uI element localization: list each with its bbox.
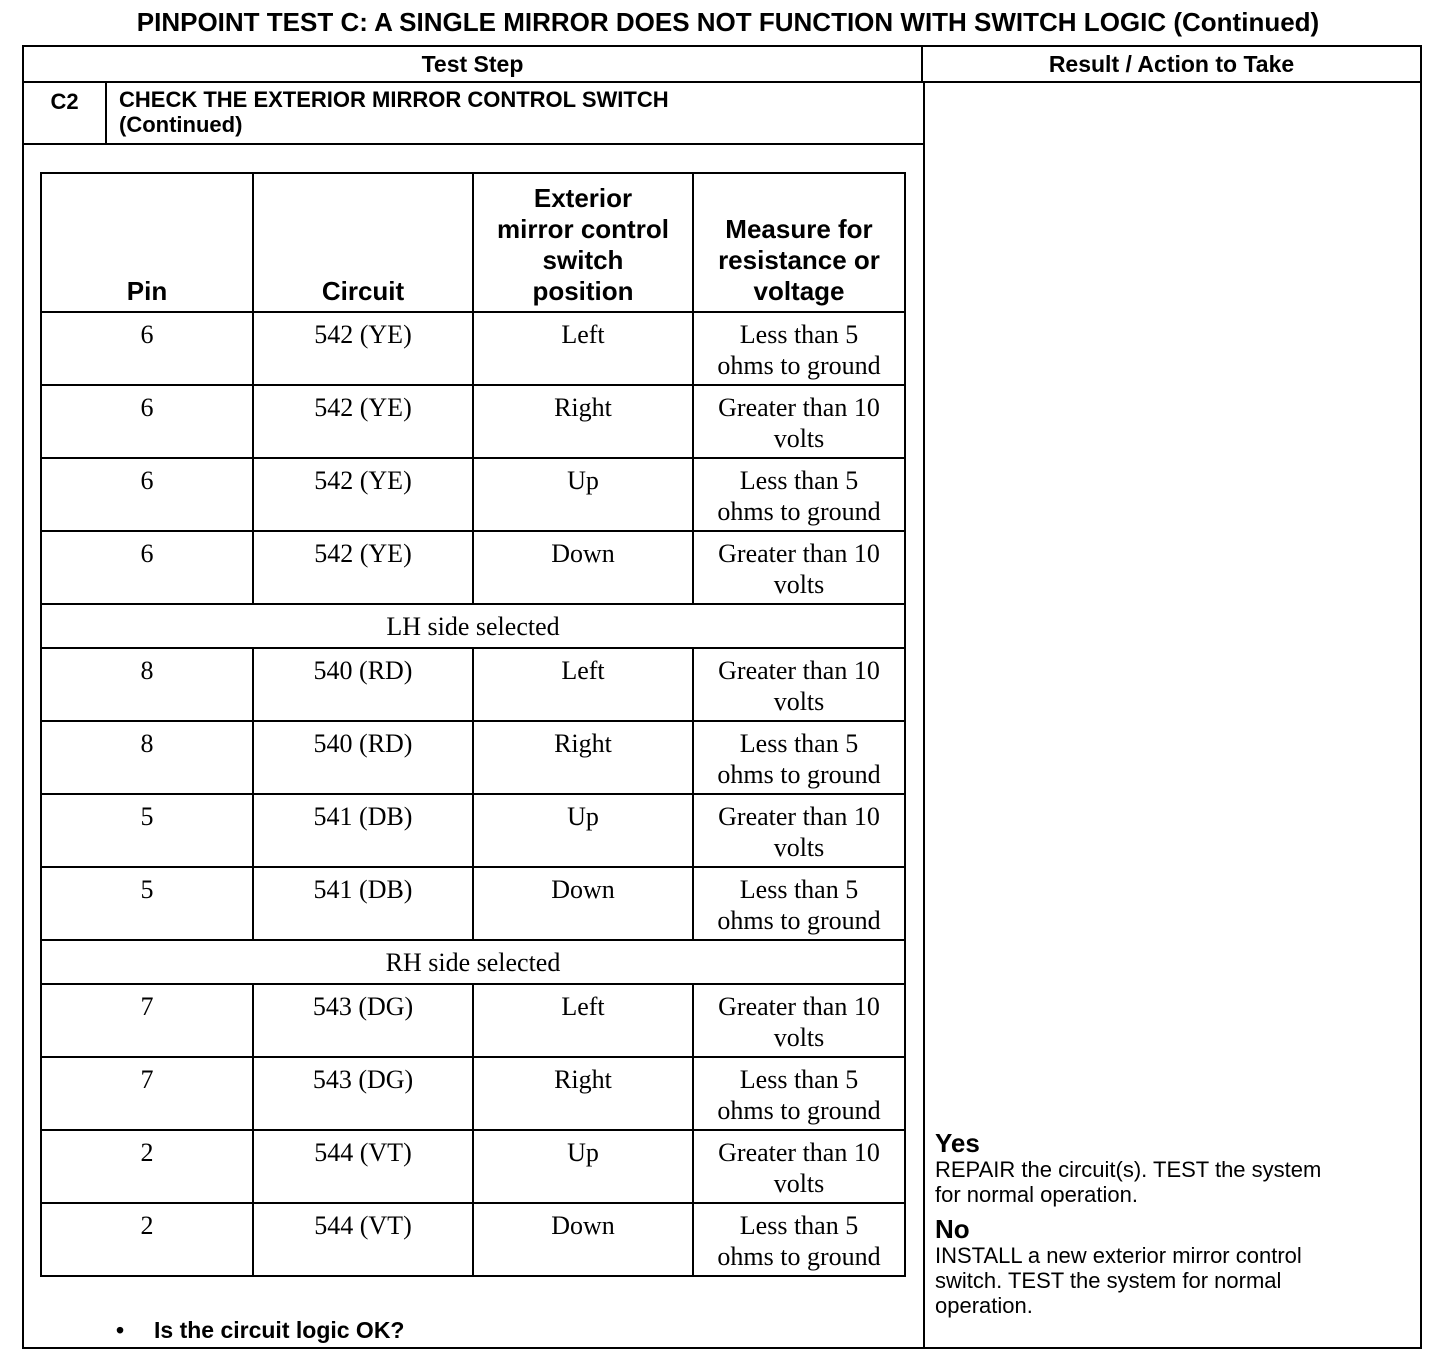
circuit-cell: 542 (YE) <box>253 458 473 531</box>
position-cell: Down <box>473 1203 693 1276</box>
circuit-cell: 544 (VT) <box>253 1130 473 1203</box>
pin-cell: 8 <box>41 721 253 794</box>
no-label: No <box>935 1214 970 1244</box>
table-row <box>41 531 905 604</box>
question <box>116 1315 404 1345</box>
position-cell: Left <box>473 312 693 385</box>
table-row <box>41 984 905 1057</box>
pinpoint-test-table <box>22 45 1422 1349</box>
column-divider <box>923 83 925 1349</box>
no-action: INSTALL a new exterior mirror control switch. TEST the system for normal operation. <box>935 1243 1302 1318</box>
table-row <box>41 458 905 531</box>
circuit-cell: 542 (YE) <box>253 385 473 458</box>
measure-cell: Less than 5 ohms to ground <box>693 1057 905 1130</box>
measure-cell: Less than 5 ohms to ground <box>693 721 905 794</box>
table-row <box>41 867 905 940</box>
pin-cell: 7 <box>41 1057 253 1130</box>
bullet-icon: • <box>116 1317 125 1343</box>
circuit-cell: 543 (DG) <box>253 984 473 1057</box>
table-row <box>41 721 905 794</box>
pin-cell: 7 <box>41 984 253 1057</box>
test-step-header: Test Step <box>24 47 923 83</box>
pin-measurement-table <box>40 172 906 1277</box>
measure-cell: Greater than 10 volts <box>693 794 905 867</box>
pin-cell: 6 <box>41 312 253 385</box>
measure-cell: Greater than 10 volts <box>693 1130 905 1203</box>
position-cell: Up <box>473 794 693 867</box>
section-row-rh <box>41 940 905 984</box>
circuit-cell: 541 (DB) <box>253 867 473 940</box>
position-cell: Left <box>473 984 693 1057</box>
circuit-cell: 543 (DG) <box>253 1057 473 1130</box>
pin-column-header: Pin <box>41 173 253 312</box>
circuit-cell: 540 (RD) <box>253 721 473 794</box>
table-row <box>41 385 905 458</box>
section-label: RH side selected <box>41 940 905 984</box>
section-row-lh <box>41 604 905 648</box>
measure-cell: Greater than 10 volts <box>693 984 905 1057</box>
step-title-line: (Continued) <box>119 112 243 137</box>
table-row <box>41 1057 905 1130</box>
position-column-header: Exterior mirror control switch position <box>473 173 693 312</box>
measure-cell: Less than 5 ohms to ground <box>693 1203 905 1276</box>
table-row <box>41 312 905 385</box>
circuit-cell: 544 (VT) <box>253 1203 473 1276</box>
pin-cell: 5 <box>41 867 253 940</box>
table-row <box>41 1130 905 1203</box>
pin-cell: 6 <box>41 531 253 604</box>
position-cell: Right <box>473 1057 693 1130</box>
measure-cell: Greater than 10 volts <box>693 648 905 721</box>
section-label: LH side selected <box>41 604 905 648</box>
position-cell: Up <box>473 1130 693 1203</box>
page-title: PINPOINT TEST C: A SINGLE MIRROR DOES NOT FUNCTION WITH SWITCH LOGIC (Continued) <box>136 7 1320 37</box>
position-cell: Right <box>473 385 693 458</box>
step-title-line: CHECK THE EXTERIOR MIRROR CONTROL SWITCH <box>119 87 669 112</box>
measure-cell: Greater than 10 volts <box>693 385 905 458</box>
pin-cell: 6 <box>41 385 253 458</box>
position-cell: Down <box>473 531 693 604</box>
results-panel <box>935 1129 1405 1326</box>
yes-label: Yes <box>935 1128 980 1158</box>
measure-column-header: Measure for resistance or voltage <box>693 173 905 312</box>
pin-cell: 8 <box>41 648 253 721</box>
measure-cell: Less than 5 ohms to ground <box>693 867 905 940</box>
measure-cell: Less than 5 ohms to ground <box>693 458 905 531</box>
step-id: C2 <box>24 83 107 145</box>
pin-cell: 2 <box>41 1130 253 1203</box>
measure-cell: Less than 5 ohms to ground <box>693 312 905 385</box>
circuit-cell: 541 (DB) <box>253 794 473 867</box>
position-cell: Up <box>473 458 693 531</box>
table-row <box>41 648 905 721</box>
circuit-cell: 542 (YE) <box>253 312 473 385</box>
pin-cell: 5 <box>41 794 253 867</box>
position-cell: Right <box>473 721 693 794</box>
yes-action: REPAIR the circuit(s). TEST the system for normal operation. <box>935 1157 1322 1207</box>
table-row <box>41 794 905 867</box>
table-row <box>41 1203 905 1276</box>
position-cell: Left <box>473 648 693 721</box>
step-title <box>107 83 923 145</box>
circuit-cell: 542 (YE) <box>253 531 473 604</box>
measure-cell: Greater than 10 volts <box>693 531 905 604</box>
pin-cell: 2 <box>41 1203 253 1276</box>
result-action-header: Result / Action to Take <box>923 47 1420 83</box>
table-header-row <box>41 173 905 312</box>
position-cell: Down <box>473 867 693 940</box>
circuit-column-header: Circuit <box>253 173 473 312</box>
question-text: Is the circuit logic OK? <box>154 1317 405 1343</box>
pin-cell: 6 <box>41 458 253 531</box>
circuit-cell: 540 (RD) <box>253 648 473 721</box>
